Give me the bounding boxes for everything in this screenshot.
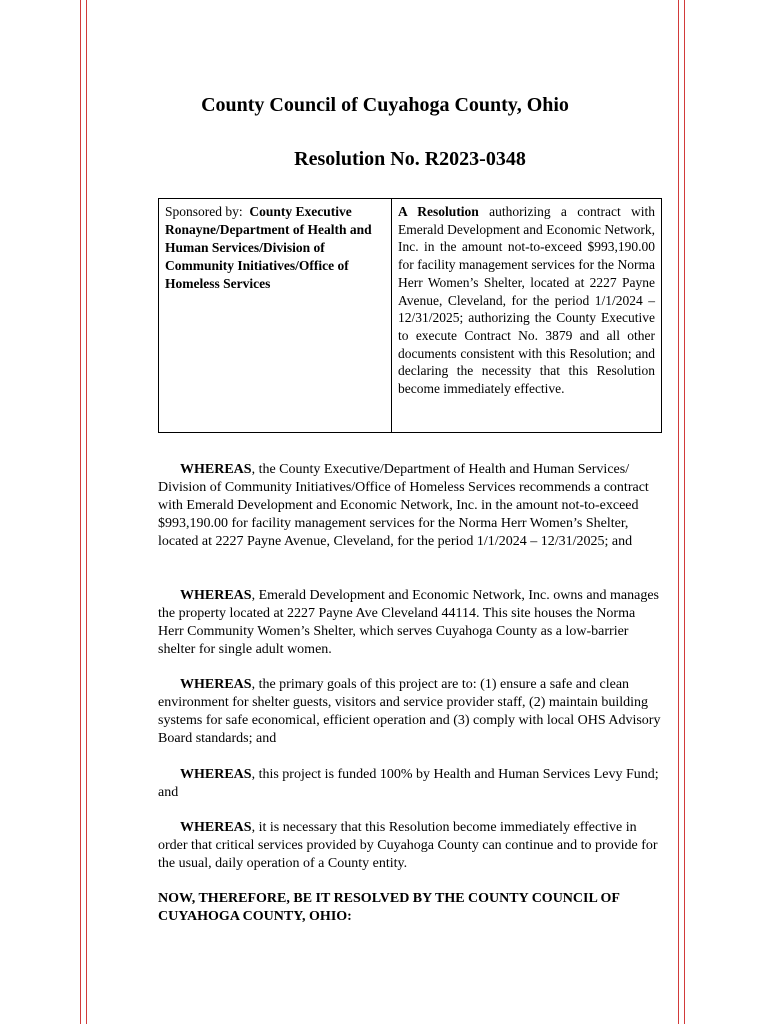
whereas-lead: WHEREAS	[180, 767, 252, 782]
whereas-text: , this project is funded 100% by Health and Human Services Levy Fund; and	[158, 767, 659, 800]
whereas-clause-1	[158, 461, 662, 551]
whereas-text: , the primary goals of this project are to: (1) ensure a safe and clean environment for shelter guests, visitors and service provider staff, (2) maintain building systems for safe economical, efficient operation and (3) comply with local OHS Advisory Board standards; and	[158, 677, 661, 746]
document-title: County Council of Cuyahoga County, Ohio	[201, 94, 569, 116]
whereas-clause-2	[158, 587, 662, 659]
resolution-header-table	[158, 198, 662, 433]
whereas-lead: WHEREAS	[180, 588, 252, 603]
summary-lead: A Resolution	[398, 204, 479, 219]
whereas-clause-3	[158, 676, 662, 748]
whereas-lead: WHEREAS	[180, 820, 252, 835]
whereas-clause-5	[158, 819, 662, 873]
whereas-text: , the County Executive/Department of Health and Human Services/ Division of Community Initiatives/Office of Homeless Services recommends a contract with Emerald Development and Economic Network, Inc. in the amount not-to-exceed $993,190.00 for facility management services for the Norma Herr Women’s Shelter, located at 2227 Payne Avenue, Cleveland, for the period 1/1/2024 – 12/31/2025; and	[158, 462, 649, 549]
sponsor-cell	[159, 199, 392, 432]
whereas-lead: WHEREAS	[180, 677, 252, 692]
whereas-clause-4	[158, 766, 662, 802]
whereas-lead: WHEREAS	[180, 462, 252, 477]
summary-text: authorizing a contract with Emerald Development and Economic Network, Inc. in the amount not-to-exceed $993,190.00 for facility management services for the Norma Herr Women’s Shelter, located at 2227 Payne Avenue, Cleveland, for the period 1/1/2024 – 12/31/2025; authorizing the County Executive to execute Contract No. 3879 and all other documents consistent with this Resolution; and declaring the necessity that this Resolution become immediately effective.	[398, 204, 656, 397]
resolution-number: Resolution No. R2023-0348	[294, 148, 526, 170]
sponsor-names: County Executive Ronayne/Department of Health and Human Services/Division of Community Initiatives/Office of Homeless Services	[165, 204, 372, 291]
sponsor-label: Sponsored by:	[165, 204, 243, 219]
whereas-text: , it is necessary that this Resolution become immediately effective in order that critical services provided by Cuyahoga County can continue and to provide for the usual, daily operation of a County entity.	[158, 820, 658, 871]
resolved-clause: NOW, THEREFORE, BE IT RESOLVED BY THE COUNTY COUNCIL OF CUYAHOGA COUNTY, OHIO:	[158, 891, 620, 924]
summary-cell	[392, 199, 661, 432]
whereas-text: , Emerald Development and Economic Network, Inc. owns and manages the property located at 2227 Payne Ave Cleveland 44114. This site houses the Norma Herr Community Women’s Shelter, which serves Cuyahoga County as a low-barrier shelter for single adult women.	[158, 588, 660, 657]
